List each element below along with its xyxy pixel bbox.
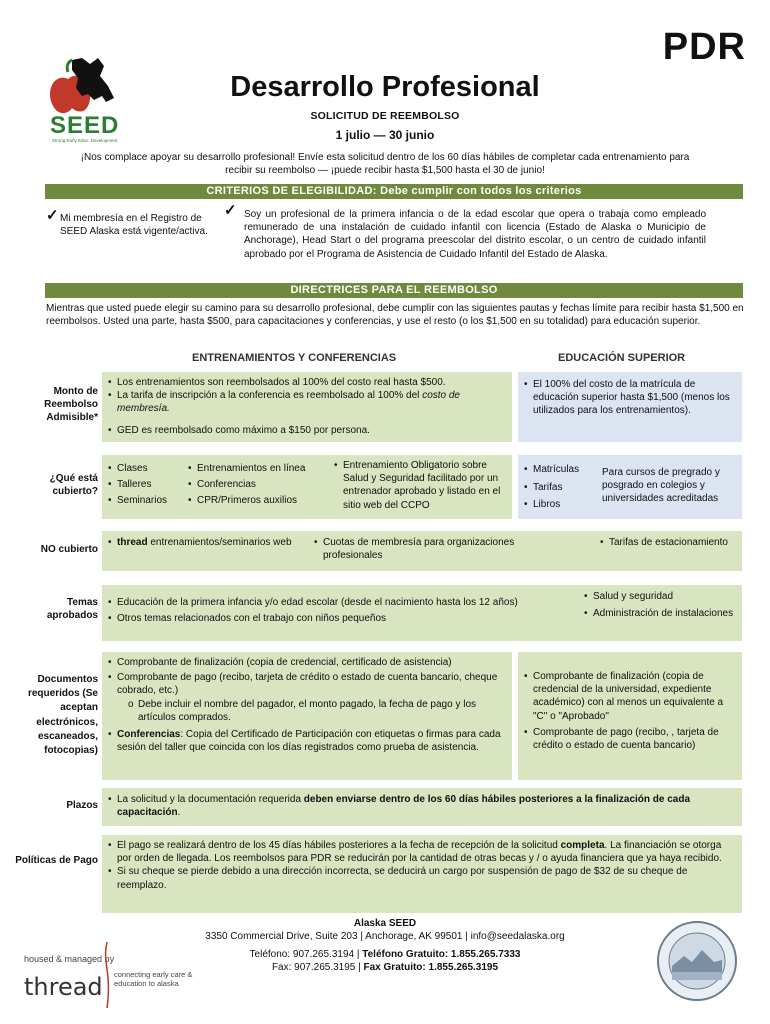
list-item: • thread entrenamientos/seminarios web xyxy=(108,536,308,549)
footer-address: 3350 Commercial Drive, Suite 203 | Anchorage, AK 99501 | info@seedalaska.org xyxy=(205,931,565,942)
list-item: • Matrículas xyxy=(524,461,579,479)
row-label-monto: Monto de Reembolso Admisible* xyxy=(44,386,98,424)
cell-temas xyxy=(102,585,742,641)
check-icon: ✓ xyxy=(46,207,59,224)
list-item: • Tarifas de estacionamiento xyxy=(600,536,736,549)
cell-docs-trainings xyxy=(102,652,512,780)
check-icon: ✓ xyxy=(224,202,237,219)
housed-text: housed & managed by xyxy=(24,954,115,964)
list-item: • GED es reembolsado como máximo a $150 por persona. xyxy=(108,424,506,437)
list-item: • Talleres xyxy=(108,477,167,493)
col-head-trainings: ENTRENAMIENTOS Y CONFERENCIAS xyxy=(192,352,397,364)
cell-cubierto-trainings xyxy=(102,455,512,519)
cell-monto-education xyxy=(518,372,742,442)
list-item: • Entrenamientos en línea xyxy=(188,461,305,477)
list-item: • Los entrenamientos son reembolsados al 100% del costo real hasta $500. xyxy=(108,376,506,389)
list-item: • Conferencias xyxy=(188,477,305,493)
thread-logo xyxy=(24,942,194,1012)
logo-text: SEED xyxy=(50,112,120,139)
eligibility-right: Soy un profesional de la primera infancia o de la edad escolar que opera o trabaja como empleado remunerado de una instalación de cuidado infantil con licencia (Estado de Alaska o Municipio de Anchorage), Head Start o del programa preescolar del distrito escolar, o un centro de cuidado infantil aprobado por el Programa de Asistencia de Cuidado Infantil del Estado de Alaska. xyxy=(244,209,706,260)
cell-docs-education xyxy=(518,652,742,780)
thread-line-icon xyxy=(100,942,114,1008)
cell-pago xyxy=(102,835,742,913)
list-item: • Educación de la primera infancia y/o edad escolar (desde el nacimiento hasta los 12 años) xyxy=(108,595,578,611)
list-item: • La solicitud y la documentación requerida deben enviarse dentro de los 60 días hábiles posteriores a la finalización de cada capacitación. xyxy=(108,793,736,819)
guidelines-bar: DIRECTRICES PARA EL REEMBOLSO xyxy=(45,283,743,298)
list-item: • Entrenamiento Obligatorio sobre Salud y Seguridad facilitado por un entrenador aprobado y listado en el sitio web del CCPO xyxy=(334,459,508,512)
row-label-no-cubierto: NO cubierto xyxy=(40,544,98,555)
state-seal-icon xyxy=(656,920,738,1002)
cell-monto-trainings xyxy=(102,372,512,442)
list-item: • CPR/Primeros auxilios xyxy=(188,493,305,509)
list-item: • Libros xyxy=(524,496,579,514)
list-item: • Salud y seguridad xyxy=(584,590,734,603)
form-dates: 1 julio — 30 junio xyxy=(335,128,435,142)
list-item: o Debe incluir el nombre del pagador, el monto pagado, la fecha de pago y los artículos comprados. xyxy=(128,698,506,724)
form-subtitle: SOLICITUD DE REEMBOLSO xyxy=(310,110,460,122)
list-item: • Clases xyxy=(108,461,167,477)
cubierto-note: Para cursos de pregrado y posgrado en colegios y universidades acreditadas xyxy=(602,467,720,505)
list-item: • Administración de instalaciones xyxy=(584,607,734,620)
list-item: • Comprobante de pago (recibo, , tarjeta de crédito o estado de cuenta bancario) xyxy=(524,726,736,752)
row-label-pago: Políticas de Pago xyxy=(15,855,98,866)
list-item: • Comprobante de finalización (copia de credencial de la universidad, expediente académico) con al menos un equivalente a "C" o "Aprobado" xyxy=(524,670,736,723)
list-item: • Si su cheque se pierde debido a una dirección incorrecta, se deducirá un cargo por suspensión de pago de $32 de su cheque de reemplazo. xyxy=(108,865,736,891)
cell-no-cubierto xyxy=(102,531,742,571)
guidelines-intro: Mientras que usted puede elegir su camino para su desarrollo profesional, debe cumplir con las siguientes pautas y fechas límite para recibir hasta $1,500 en reembolsos. Usted una parte, hasta $500, para capacitaciones y conferencias, y use el resto (o los $1,500 en su totalidad) para educación superior. xyxy=(46,303,744,328)
list-item: • El pago se realizará dentro de los 45 días hábiles posteriores a la fecha de recepción de la solicitud completa. La financiación se otorga por orden de llegada. Los reembolsos para PDR se reducirán por la cantidad de otras becas y / o ayuda financiera que ya haya recibido. xyxy=(108,839,736,865)
page-title: Desarrollo Profesional xyxy=(230,71,540,103)
row-label-temas: Temas aprobados xyxy=(46,597,98,622)
logo-tagline: Strong Early Educ. Development xyxy=(52,138,118,143)
row-label-cubierto: ¿Qué está cubierto? xyxy=(49,473,98,498)
row-label-docs: Documentos requeridos (Se aceptan electrónicos, escaneados, fotocopias) xyxy=(27,674,98,756)
pdr-label: PDR xyxy=(662,26,746,68)
list-item: • La tarifa de inscripción a la conferencia es reembolsado al 100% del costo de membresía. xyxy=(108,389,506,415)
list-item: • Otros temas relacionados con el trabajo con niños pequeños xyxy=(108,611,578,627)
footer-phone: Teléfono: 907.265.3194 | Teléfono Gratuito: 1.855.265.7333 xyxy=(249,949,521,960)
list-item: • Comprobante de finalización (copia de credencial, certificado de asistencia) xyxy=(108,656,506,669)
list-item: • El 100% del costo de la matrícula de educación superior hasta $1,500 (menos los utilizados para los entrenamientos). xyxy=(524,378,736,418)
eligibility-left: Mi membresía en el Registro de SEED Alaska está vigente/activa. xyxy=(60,213,208,238)
row-label-plazos: Plazos xyxy=(66,800,98,811)
list-item: • Conferencias: Copia del Certificado de Participación con etiquetas o firmas para cada sesión del taller que coincida con los días registrados como prueba de asistencia. xyxy=(108,728,506,754)
footer-fax: Fax: 907.265.3195 | Fax Gratuito: 1.855.265.3195 xyxy=(271,962,499,973)
list-item: • Cuotas de membresía para organizaciones profesionales xyxy=(314,536,554,562)
cell-plazos xyxy=(102,788,742,826)
footer-org: Alaska SEED xyxy=(353,918,417,929)
list-item: • Seminarios xyxy=(108,493,167,509)
list-item: • Tarifas xyxy=(524,479,579,497)
cell-cubierto-education xyxy=(518,455,742,519)
col-head-education: EDUCACIÓN SUPERIOR xyxy=(558,352,686,364)
eligibility-bar: CRITERIOS DE ELEGIBILIDAD: Debe cumplir con todos los criterios xyxy=(45,184,743,199)
intro-text: ¡Nos complace apoyar su desarrollo profesional! Envíe esta solicitud dentro de los 60 días hábiles de completar cada entrenamiento para recibir su reembolso — ¡puede recibir hasta $1,500 hasta el 30 de junio! xyxy=(80,152,690,176)
thread-tagline: connecting early care & education to alaska xyxy=(114,970,193,988)
thread-wordmark: thread xyxy=(24,973,103,1001)
list-item: • Comprobante de pago (recibo, tarjeta de crédito o estado de cuenta bancario, cheque cobrado, etc.) xyxy=(108,671,506,697)
